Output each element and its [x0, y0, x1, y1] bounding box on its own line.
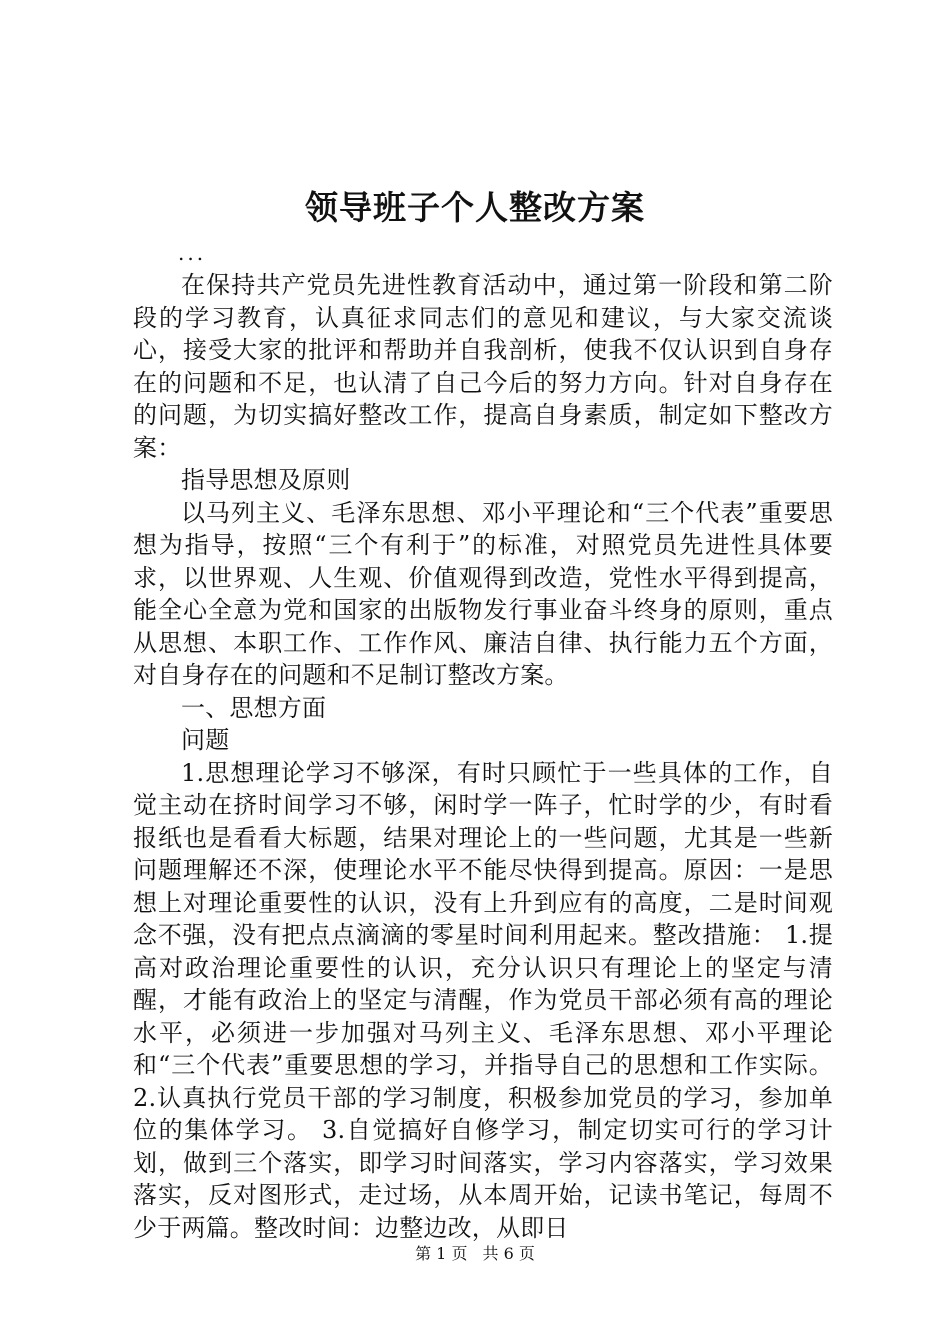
document-title: 领导班子个人整改方案: [305, 188, 645, 227]
page-total: 共 6 页: [482, 1244, 535, 1263]
subheading-problems: 问题: [181, 726, 230, 754]
problem-1-paragraph: 1.思想理论学习不够深，有时只顾忙于一些具体的工作，自觉主动在挤时间学习不够，闲时学一阵子，忙时学的少，有时看报纸也是看看大标题，结果对理论上的一些问题，尤其是一些新问题理解还不深，使理论水平不能尽快得到提高。原因：一是思想上对理论重要性的认识，没有上升到应有的高度，二是时间观念不强，没有把点点滴滴的零星时间利用起来。整改措施： 1.提高对政治理论重要性的认识，充分认识只有理论上的坚定与清醒，才能有政治上的坚定与清醒，作为党员干部必须有高的理论水平，必须进一步加强对马列主义、毛泽东思想、邓小平理论和“三个代表”重要思想的学习，并指导自己的思想和工作实际。 2.认真执行党员干部的学习制度，积极参加党员的学习，参加单位的集体学习。 3.自觉搞好自修学习，制定切实可行的学习计划，做到三个落实，即学习时间落实，学习内容落实，学习效果落实，反对图形式，走过场，从本周开始，记读书笔记，每周不少于两篇。整改时间：边整边改，从即日: [133, 758, 833, 1242]
ellipsis-marker: ...: [178, 241, 207, 265]
page-footer: [0, 1244, 950, 1264]
document-body: [133, 269, 833, 1244]
section-heading-guiding-principles: 指导思想及原则: [181, 466, 351, 494]
intro-paragraph: 在保持共产党员先进性教育活动中，通过第一阶段和第二阶段的学习教育，认真征求同志们的意见和建议，与大家交流谈心，接受大家的批评和帮助并自我剖析，使我不仅认识到自身存在的问题和不足，也认清了自己今后的努力方向。针对自身存在的问题，为切实搞好整改工作，提高自身素质，制定如下整改方案：: [133, 271, 833, 462]
guiding-principles-paragraph: 以马列主义、毛泽东思想、邓小平理论和“三个代表”重要思想为指导，按照“三个有利于”的标准，对照党员先进性具体要求，以世界观、人生观、价值观得到改造，党性水平得到提高，能全心全意为党和国家的出版物发行事业奋斗终身的原则，重点从思想、本职工作、工作作风、廉洁自律、执行能力五个方面，对自身存在的问题和不足制订整改方案。: [133, 498, 833, 689]
section-heading-thought: 一、思想方面: [181, 693, 327, 722]
page-number: 第 1 页: [415, 1244, 468, 1263]
